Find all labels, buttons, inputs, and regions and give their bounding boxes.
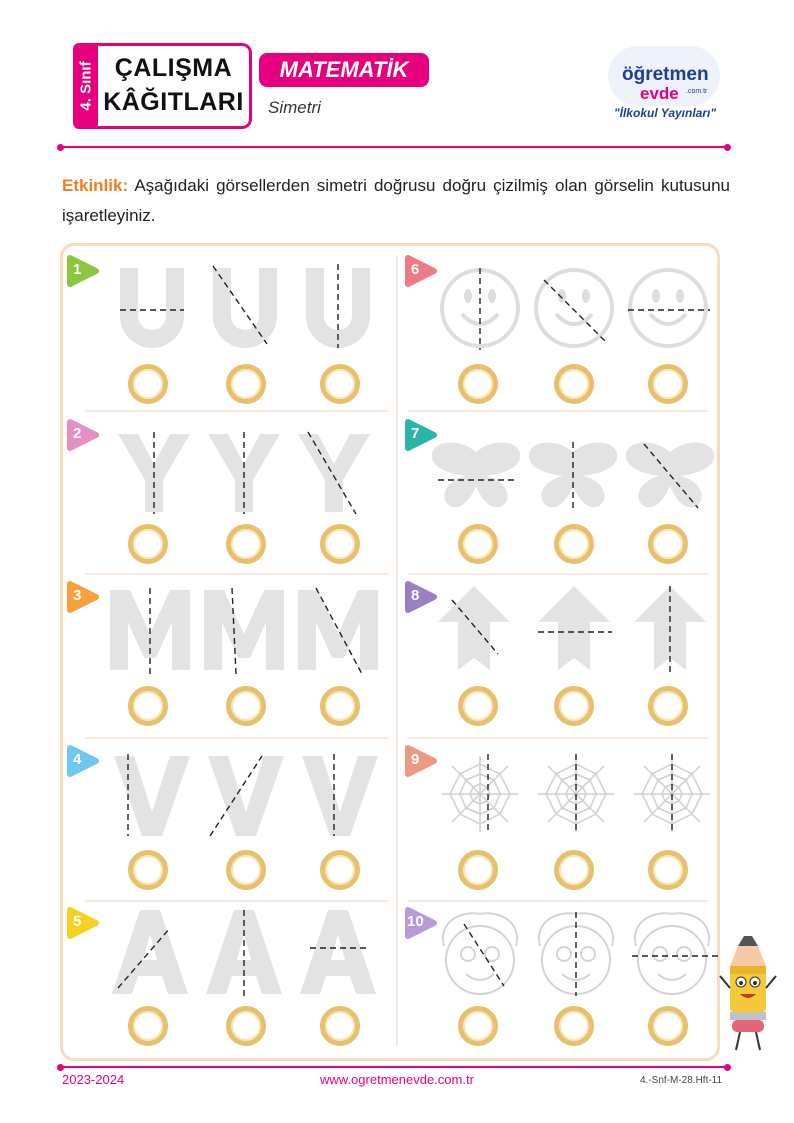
- answer-circle-6a[interactable]: [458, 364, 498, 404]
- spiderwebs: [436, 752, 720, 836]
- symmetry-line-6b: [544, 280, 606, 342]
- badge-shape: [404, 580, 438, 614]
- header-rule: [60, 146, 728, 148]
- logo-domain: .com.tr: [686, 88, 708, 95]
- y-letters: [112, 430, 382, 516]
- answer-circle-7b[interactable]: [554, 524, 594, 564]
- answer-circle-5c[interactable]: [320, 1006, 360, 1046]
- item-badge-2: [66, 418, 100, 452]
- footer-year: 2023-2024: [62, 1072, 125, 1087]
- answer-circle-2b[interactable]: [226, 524, 266, 564]
- badge-shape: [404, 744, 438, 778]
- item-badge-10: [404, 906, 438, 940]
- boy-face-3: [635, 913, 709, 994]
- logo-word-1: öğretmen: [622, 64, 709, 85]
- item-badge-1: [66, 254, 100, 288]
- badge-shape: [66, 254, 100, 288]
- item-badge-6: [404, 254, 438, 288]
- arrow-2: [538, 586, 610, 670]
- answer-circle-1c[interactable]: [320, 364, 360, 404]
- letter-u-2: [213, 268, 277, 348]
- v-letters: [112, 752, 382, 842]
- item-number: 2: [73, 425, 82, 442]
- answer-circle-2a[interactable]: [128, 524, 168, 564]
- answer-circle-1b[interactable]: [226, 364, 266, 404]
- answer-circle-6b[interactable]: [554, 364, 594, 404]
- item-badge-8: [404, 580, 438, 614]
- answer-circle-7a[interactable]: [458, 524, 498, 564]
- item-badge-4: [66, 744, 100, 778]
- grade-label: 4. Sınıf: [77, 61, 95, 111]
- letter-v-2: [208, 756, 284, 836]
- letter-m-3: [298, 590, 378, 670]
- letter-a-3: [300, 910, 376, 994]
- answer-circle-5a[interactable]: [128, 1006, 168, 1046]
- smile-3: [650, 314, 686, 324]
- answer-circle-3c[interactable]: [320, 686, 360, 726]
- rule-dot-left: [57, 144, 64, 151]
- letter-m-2: [204, 590, 284, 670]
- answer-circle-10b[interactable]: [554, 1006, 594, 1046]
- spiderweb-1: [442, 756, 518, 832]
- item-number: 9: [411, 751, 420, 768]
- answer-circle-7c[interactable]: [648, 524, 688, 564]
- logo-tagline: "İlkokul Yayınları": [613, 106, 717, 120]
- u-letters: [112, 262, 382, 352]
- a-letters: [112, 908, 382, 998]
- smiley-2: [536, 270, 612, 346]
- butterfly-1: [432, 442, 520, 507]
- smiley-faces: [436, 266, 716, 352]
- pencil-mascot-icon: [716, 936, 780, 1054]
- answer-circle-4a[interactable]: [128, 850, 168, 890]
- letter-a-1: [112, 910, 188, 994]
- footer-code: 4.-Snf-M-28.Hft-11: [640, 1075, 723, 1086]
- answer-circle-10a[interactable]: [458, 1006, 498, 1046]
- rule-dot-right: [724, 1064, 731, 1071]
- instruction-body: Aşağıdaki görsellerden simetri doğrusu doğru çizilmiş olan görselin kutusunu işaretleyiniz.: [62, 176, 730, 225]
- topic-label: Simetri: [268, 98, 321, 117]
- boy-faces: [434, 910, 720, 1000]
- item-number: 8: [411, 587, 420, 604]
- answer-circle-10c[interactable]: [648, 1006, 688, 1046]
- item-number: 7: [411, 425, 420, 442]
- item-number: 4: [73, 751, 82, 768]
- boy-face-1: [443, 913, 517, 994]
- letter-v-1: [114, 756, 190, 836]
- rule-dot-right: [724, 144, 731, 151]
- item-badge-3: [66, 580, 100, 614]
- rule-dot-left: [57, 1064, 64, 1071]
- answer-circle-3b[interactable]: [226, 686, 266, 726]
- answer-circle-3a[interactable]: [128, 686, 168, 726]
- item-number: 3: [73, 587, 82, 604]
- item-number: 10: [407, 913, 424, 930]
- badge-shape: [66, 418, 100, 452]
- smiley-3: [630, 270, 706, 346]
- answer-circle-4c[interactable]: [320, 850, 360, 890]
- title-line-1: ÇALIŞMA: [114, 54, 233, 82]
- badge-shape: [66, 744, 100, 778]
- subject-pill: MATEMATİK: [259, 53, 429, 87]
- activity-label: Etkinlik:: [62, 176, 129, 195]
- answer-circle-8b[interactable]: [554, 686, 594, 726]
- item-number: 6: [411, 261, 420, 278]
- answer-circle-6c[interactable]: [648, 364, 688, 404]
- badge-shape: [404, 254, 438, 288]
- logo-word-2: evde: [640, 84, 679, 103]
- answer-circle-2c[interactable]: [320, 524, 360, 564]
- grade-tab: [73, 43, 99, 129]
- m-letters: [108, 586, 388, 676]
- badge-shape: [66, 906, 100, 940]
- title-box: [98, 43, 252, 129]
- answer-circle-1a[interactable]: [128, 364, 168, 404]
- letter-u-1: [120, 268, 184, 348]
- instruction-text: [62, 171, 730, 231]
- item-badge-9: [404, 744, 438, 778]
- answer-circle-8c[interactable]: [648, 686, 688, 726]
- answer-circle-9b[interactable]: [554, 850, 594, 890]
- item-number: 1: [73, 261, 82, 278]
- publisher-logo: [600, 40, 730, 132]
- letter-y-3: [298, 434, 370, 512]
- answer-circle-9c[interactable]: [648, 850, 688, 890]
- letter-v-3: [302, 756, 378, 836]
- item-badge-5: [66, 906, 100, 940]
- item-number: 5: [73, 913, 82, 930]
- answer-circle-9a[interactable]: [458, 850, 498, 890]
- butterflies: [430, 440, 720, 514]
- arrows: [438, 584, 718, 676]
- arrow-1: [438, 586, 510, 670]
- answer-circle-8a[interactable]: [458, 686, 498, 726]
- answer-circle-5b[interactable]: [226, 1006, 266, 1046]
- footer-website[interactable]: www.ogretmenevde.com.tr: [320, 1072, 474, 1087]
- badge-shape: [66, 580, 100, 614]
- footer-rule: [60, 1066, 728, 1068]
- answer-circle-4b[interactable]: [226, 850, 266, 890]
- title-line-2: KÂĞITLARI: [103, 88, 244, 116]
